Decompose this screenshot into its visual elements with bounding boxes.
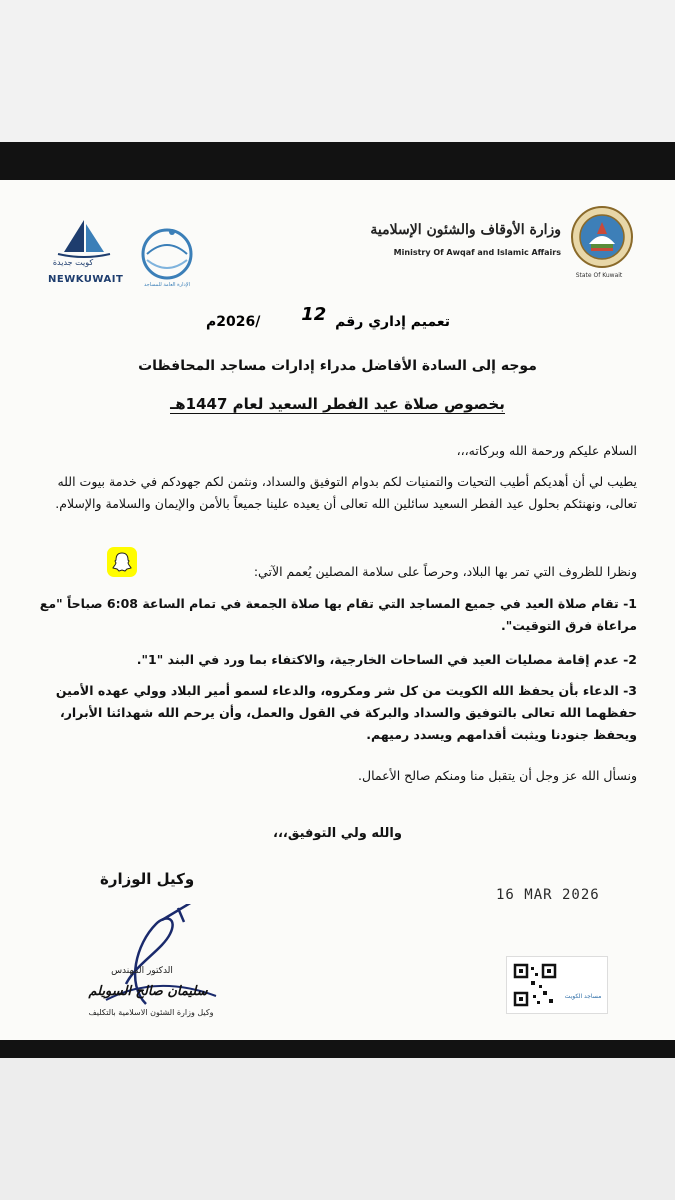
ministry-name-english: Ministry Of Awqaf and Islamic Affairs — [393, 248, 561, 257]
qr-code-icon — [513, 963, 557, 1007]
masajed-small-label: مساجد الكويت — [564, 993, 602, 1000]
kuwait-emblem-icon — [569, 204, 635, 270]
crescent-icon — [563, 965, 603, 993]
recipient-line: موجه إلى السادة الأفاضل مدراء إدارات مساجد المحافظات — [138, 358, 537, 374]
list-item: 1- تقام صلاة العيد في جميع المساجد التي تقام بها صلاة الجمعة في تمام الساعة 6:08 صباحاً "مع مراعاة فرق التوقيت". — [39, 596, 637, 633]
circular-number: 12 — [301, 304, 327, 325]
signatory-role: وكيل وزارة الشئون الاسلامية بالتكليف — [88, 1008, 214, 1017]
top-background — [0, 0, 675, 142]
circular-year: /2026م — [205, 314, 261, 330]
masajed-logo — [132, 224, 202, 294]
subject-text: بخصوص صلاة عيد الفطر السعيد لعام 1447هـ — [170, 395, 505, 413]
date-stamp: 16 MAR 2026 — [496, 887, 600, 903]
subject-line — [0, 395, 675, 413]
qr-footer — [506, 956, 608, 1014]
reason-paragraph: ونظرا للظروف التي تمر بها البلاد، وحرصاً على سلامة المصلين يُعمم الآتي: — [253, 564, 637, 579]
bottom-frame-band — [0, 1040, 675, 1058]
signatory-name: سليمان صالح السويلم — [88, 984, 208, 999]
masajed-small-logo — [563, 965, 603, 1009]
newkuwait-arabic-label: كويت جديدة — [52, 258, 94, 267]
intro-paragraph: يطيب لي أن أهديكم أطيب التحيات والتمنيات لكم بدوام التوفيق والسداد، ونثمن لكم جهودكم في خدمة بيوت الله تعالى، ونهنئكم بحلول عيد الفطر السعيد سائلين الله تعالى أن يعيده علينا جميعاً بالأمن والإيمان والسلامة والإسلام. — [55, 474, 637, 511]
greeting: السلام عليكم ورحمة الله وبركاته،،، — [456, 443, 637, 458]
mosque-globe-icon — [132, 224, 202, 282]
handwritten-signature — [66, 904, 236, 1016]
closing-paragraph: ونسأل الله عز وجل أن يتقبل منا ومنكم صالح الأعمال. — [358, 768, 637, 783]
circular-label: تعميم إداري رقم — [335, 314, 450, 330]
ministry-header — [370, 200, 635, 290]
masajed-logo-label: الإدارة العامة للمساجد — [143, 282, 191, 288]
newkuwait-logo — [48, 216, 128, 286]
newkuwait-english-label: NEWKUWAIT — [48, 274, 124, 285]
undersecretary-title: وكيل الوزارة — [100, 870, 195, 888]
newkuwait-sail-icon — [54, 216, 114, 258]
list-item: 2- عدم إقامة مصليات العيد في الساحات الخارجية، والاكتفاء بما ورد في البند "1". — [136, 652, 637, 667]
bottom-background — [0, 1058, 675, 1200]
circular-number-line — [205, 304, 450, 331]
sign-off: والله ولي التوفيق،،، — [273, 826, 402, 841]
document-page — [0, 180, 675, 1040]
ministry-name-arabic: وزارة الأوقاف والشئون الإسلامية — [370, 222, 561, 238]
top-frame-band — [0, 142, 675, 180]
list-item: 3- الدعاء بأن يحفظ الله الكويت من كل شر ومكروه، والدعاء لسمو أمير البلاد وولي عهده الأمين حفظهما الله تعالى بالتوفيق والسداد والبركة في القول والعمل، وأن يرحم الله شهدائنا الأبرار، ويحفظ جنودنا ويثبت أقدامهم ويسدد رميهم. — [55, 683, 637, 742]
signatory-title: الدكتور المهندس — [111, 966, 173, 976]
state-of-kuwait-label: State Of Kuwait — [575, 272, 623, 279]
